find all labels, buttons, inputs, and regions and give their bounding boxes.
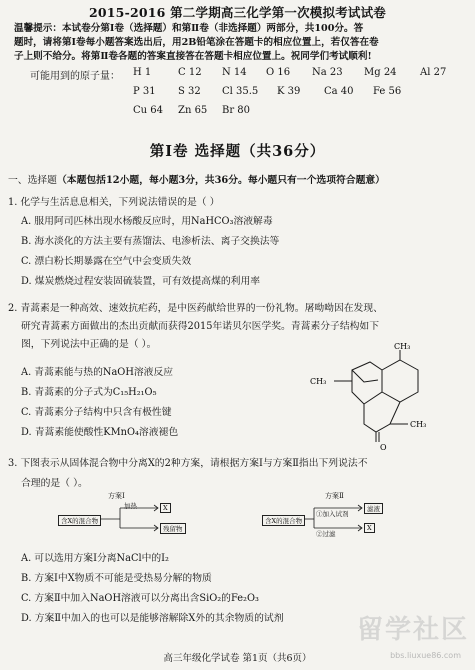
part-one-heading	[8, 172, 385, 186]
question-1-option-a: A. 服用阿司匹林出现水杨酸反应时，用NaHCO₃溶液解毒	[21, 216, 273, 227]
question-3-option-d: D. 方案Ⅱ中加入的也可以是能够溶解除X外的其余物质的试剂	[21, 613, 284, 624]
atomic-mass: Br 80	[222, 105, 251, 116]
question-3-stem-line-2: 合理的是（ ）。	[21, 478, 88, 489]
atomic-mass: Cu 64	[133, 105, 163, 116]
notice-line-3: 子上则不给分。将第Ⅱ卷各题的答案直接答在答题卡相应位置上。祝同学们考试顺利!	[14, 51, 372, 62]
atomic-mass: C 12	[178, 67, 202, 78]
question-2-option-b: B. 青蒿素的分子式为C₁₅H₂₁O₅	[21, 387, 157, 398]
carbonyl-oxygen-label: O	[380, 443, 387, 450]
scheme-2-filtrate-box: 滤液	[364, 503, 383, 514]
watermark-url: bbs.liuxue86.com	[390, 651, 461, 660]
atomic-mass: S 32	[178, 86, 201, 97]
part-one-description: （本题包括12小题，每小题3分，共36分。每小题只有一个选项符合题意）	[56, 175, 385, 186]
question-3-option-a: A. 可以选用方案Ⅰ分离NaCl中的I₂	[21, 553, 169, 564]
atomic-mass: N 14	[222, 67, 247, 78]
notice-line-2: 题时，请将第Ⅰ卷每小题答案选出后，用2B铅笔涂在答题卡的相应位置上，若仅答在卷	[14, 37, 379, 48]
atomic-mass: Al 27	[420, 67, 447, 78]
scheme-1-x-box: X	[160, 503, 171, 513]
atomic-mass: O 16	[266, 67, 291, 78]
methyl-label: CH₃	[394, 342, 411, 351]
atomic-mass-label: 可能用到的原子量：	[30, 71, 120, 82]
atomic-mass: Na 23	[312, 67, 343, 78]
scheme-2-title: 方案Ⅱ	[325, 492, 344, 500]
scheme-2-filter-label: ②过滤	[316, 530, 336, 538]
question-2-option-d: D. 青蒿素能使酸性KMnO₄溶液褪色	[21, 427, 179, 438]
question-2-option-a: A. 青蒿素能与热的NaOH溶液反应	[21, 367, 174, 378]
question-2-stem-line-3: 图，下列说法中正确的是（ ）。	[21, 339, 157, 350]
atomic-mass: Mg 24	[364, 67, 397, 78]
atomic-mass: Ca 40	[324, 86, 354, 97]
page-footer: 高三年级化学试卷 第1页（共6页）	[163, 653, 312, 664]
question-3-stem-line-1: 3. 下图表示从固体混合物中分离X的2种方案，请根据方案Ⅰ与方案Ⅱ指出下列说法不	[8, 458, 368, 469]
question-1-option-b: B. 海水淡化的方法主要有蒸馏法、电渗析法、离子交换法等	[21, 236, 280, 247]
methyl-label: CH₃	[310, 377, 327, 386]
part-one-label: 一、选择题	[8, 175, 57, 186]
question-1-stem: 1. 化学与生活息息相关，下列说法错误的是（ ）	[8, 197, 220, 208]
scheme-2-x-box: X	[364, 523, 375, 533]
scheme-1-residue-box: 残留物	[160, 523, 186, 534]
notice-line-1: 温馨提示：本试卷分第Ⅰ卷（选择题）和第Ⅱ卷（非选择题）两部分，共100分。答	[14, 23, 364, 34]
scheme-1-title: 方案Ⅰ	[108, 492, 125, 500]
artemisinin-structure-diagram	[300, 340, 450, 450]
question-2-stem-line-1: 2. 青蒿素是一种高效、速效抗疟药，是中医药献给世界的一份礼物。屠呦呦因在发现、	[8, 303, 383, 314]
question-3-option-b: B. 方案Ⅰ中X物质不可能是受热易分解的物质	[21, 573, 212, 584]
atomic-mass: Zn 65	[178, 105, 208, 116]
scheme-1-heating-label: 加热	[124, 502, 137, 510]
scheme-1-mixture-box: 含X的混合物	[58, 515, 101, 526]
question-2-option-c: C. 青蒿素分子结构中只含有极性键	[21, 407, 172, 418]
question-3-option-c: C. 方案Ⅱ中加入NaOH溶液可以分离出含SiO₂的Fe₂O₃	[21, 593, 259, 604]
exam-title: 2015-2016 第二学期高三化学第一次模拟考试试卷	[88, 5, 387, 20]
atomic-mass: Fe 56	[373, 86, 402, 97]
section-heading: 第Ⅰ卷 选择题（共36分）	[149, 143, 326, 160]
scheme-2-mixture-box: 含X的混合物	[262, 515, 305, 526]
methyl-label: CH₃	[410, 420, 427, 429]
watermark-logo: 留学社区	[356, 615, 469, 645]
atomic-mass: K 39	[277, 86, 301, 97]
atomic-mass: H 1	[133, 67, 152, 78]
scheme-2-add-reagent-label: ①加入试剂	[316, 510, 349, 518]
question-1-option-c: C. 漂白粉长期暴露在空气中会变质失效	[21, 256, 192, 267]
atomic-mass: Cl 35.5	[222, 86, 259, 97]
question-1-option-d: D. 煤炭燃烧过程安装固硫装置，可有效提高煤的利用率	[21, 276, 261, 287]
question-2-stem-line-2: 研究青蒿素方面做出的杰出贡献而获得2015年诺贝尔医学奖。青蒿素分子结构如下	[21, 321, 380, 332]
atomic-mass: P 31	[133, 86, 156, 97]
